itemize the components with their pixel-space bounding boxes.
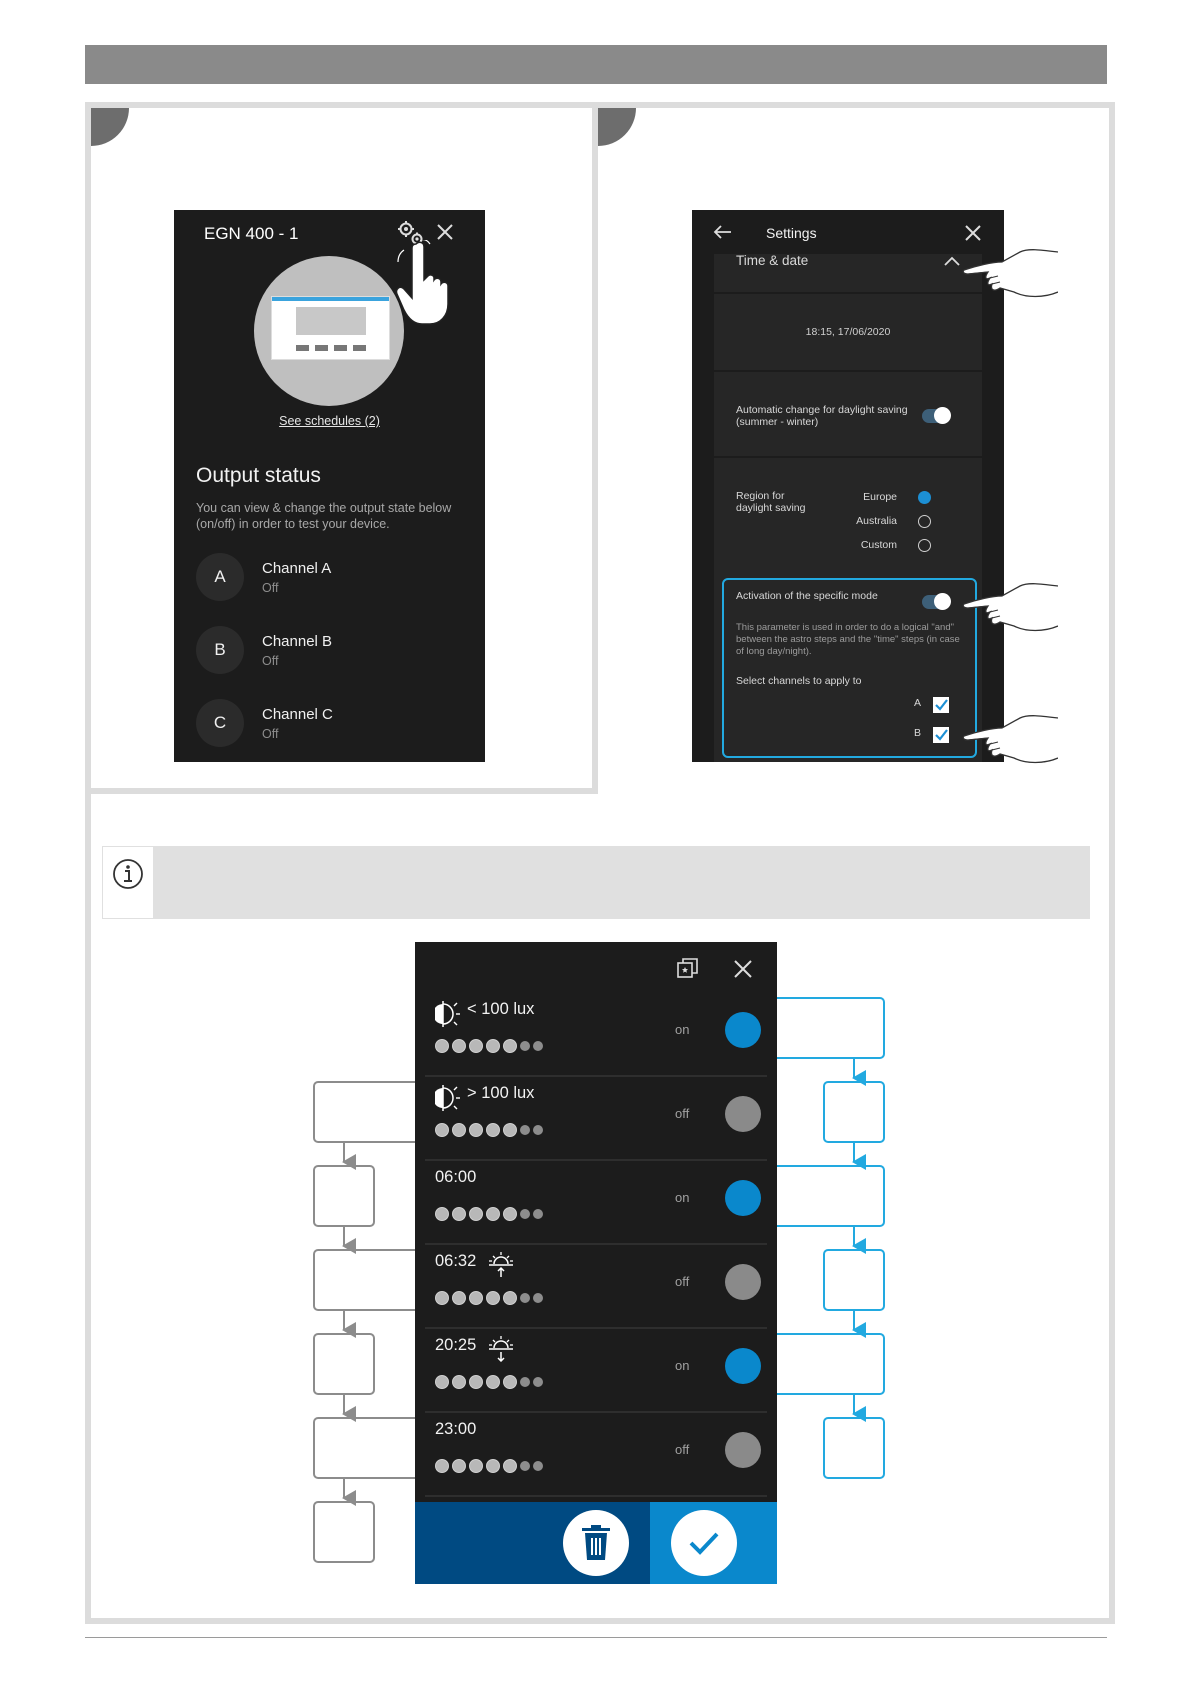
specific-mode-description: This parameter is used in order to do a logical "and" between the astro steps and the "time" steps (in case of long day/night). [736, 622, 960, 657]
delete-button[interactable] [563, 1510, 629, 1576]
weekday-dots [435, 1122, 543, 1138]
pointing-hand-icon [962, 248, 1058, 304]
region-australia-label: Australia [856, 515, 897, 527]
frame-divider [85, 788, 598, 794]
tap-hand-icon [394, 240, 458, 328]
step-state: on [675, 1022, 690, 1037]
check-icon [688, 1530, 720, 1556]
output-status-title: Output status [196, 464, 321, 487]
toggle-knob [934, 407, 951, 424]
step-label: < 100 lux [467, 1000, 535, 1018]
info-note-box [102, 846, 1090, 919]
schedule-step-row[interactable] [425, 1416, 767, 1476]
region-europe-label: Europe [863, 491, 897, 503]
channel-c-name[interactable]: Channel C [262, 706, 333, 723]
device-screen-settings [692, 210, 1004, 762]
device-illustration [254, 256, 404, 406]
step-state: off [675, 1274, 690, 1289]
schedule-step-row[interactable] [425, 1080, 767, 1140]
pointing-hand-icon [962, 714, 1058, 770]
trash-icon [582, 1525, 610, 1561]
weekday-dots [435, 1206, 543, 1222]
blue-flow-box [824, 1250, 884, 1310]
step-label: 23:00 [435, 1420, 477, 1438]
gray-flow-box [314, 1502, 374, 1562]
step-label: > 100 lux [467, 1084, 535, 1102]
see-schedules-link[interactable]: See schedules (2) [279, 414, 380, 428]
gray-flow-box [314, 1334, 374, 1394]
sunset-icon [487, 1334, 515, 1362]
toggle-knob [934, 593, 951, 610]
channel-b-state: Off [262, 654, 279, 668]
step-state: off [675, 1106, 690, 1121]
channel-a-state: Off [262, 581, 279, 595]
step-state: on [675, 1190, 690, 1205]
step-output-indicator[interactable] [725, 1348, 761, 1384]
lux-sensor-icon [435, 1084, 461, 1112]
channel-b-avatar[interactable]: B [196, 626, 244, 674]
settings-title: Settings [766, 225, 817, 241]
step-output-indicator[interactable] [725, 1432, 761, 1468]
schedule-step-row[interactable] [425, 1332, 767, 1392]
page-footer-rule [85, 1637, 1107, 1638]
daylight-saving-label: Automatic change for daylight saving (summer - winter) [736, 404, 908, 428]
schedule-step-row[interactable] [425, 1248, 767, 1308]
lux-sensor-icon [435, 1000, 461, 1028]
schedule-step-row[interactable] [425, 996, 767, 1056]
channel-c-state: Off [262, 727, 279, 741]
gray-flow-box [314, 1166, 374, 1226]
region-europe-radio[interactable] [918, 491, 931, 504]
device-screen-output-status [174, 210, 485, 762]
step-output-indicator[interactable] [725, 1096, 761, 1132]
step-output-indicator[interactable] [725, 1012, 761, 1048]
sunrise-icon [487, 1250, 515, 1278]
channel-c-avatar[interactable]: C [196, 699, 244, 747]
channel-a-checkbox[interactable] [932, 696, 950, 714]
action-footer [415, 1502, 777, 1584]
back-arrow-icon[interactable] [712, 224, 732, 240]
step-state: off [675, 1442, 690, 1457]
pointing-hand-icon [962, 582, 1058, 638]
channel-b-name[interactable]: Channel B [262, 633, 333, 650]
region-label: Region for daylight saving [736, 490, 806, 514]
weekday-dots [435, 1290, 543, 1306]
info-icon-container [102, 846, 154, 919]
step-label: 20:25 [435, 1336, 477, 1354]
step-label: 06:32 [435, 1252, 477, 1270]
close-icon[interactable] [964, 224, 982, 242]
device-title: EGN 400 - 1 [204, 224, 299, 243]
info-icon [112, 858, 144, 890]
blue-flow-box [824, 1082, 884, 1142]
schedule-step-row[interactable] [425, 1164, 767, 1224]
step-label: 06:00 [435, 1168, 477, 1186]
time-date-section-header[interactable]: Time & date [736, 253, 809, 268]
output-status-description: You can view & change the output state below (on/off) in order to test your device. [196, 501, 452, 531]
channel-b-checkbox[interactable] [932, 726, 950, 744]
header-bar [85, 45, 1107, 84]
duplicate-icon[interactable] [677, 958, 699, 980]
region-custom-label: Custom [860, 539, 897, 551]
weekday-dots [435, 1374, 543, 1390]
channel-a-avatar[interactable]: A [196, 553, 244, 601]
weekday-dots [435, 1038, 543, 1054]
step-output-indicator[interactable] [725, 1180, 761, 1216]
region-australia-radio[interactable] [918, 515, 931, 528]
frame-divider [592, 102, 598, 794]
step-output-indicator[interactable] [725, 1264, 761, 1300]
select-channels-label: Select channels to apply to [736, 675, 862, 687]
specific-mode-label: Activation of the specific mode [736, 590, 878, 602]
chevron-up-icon[interactable] [944, 256, 960, 266]
current-datetime[interactable]: 18:15, 17/06/2020 [805, 326, 891, 338]
region-custom-radio[interactable] [918, 539, 931, 552]
weekday-dots [435, 1458, 543, 1474]
close-icon[interactable] [733, 959, 753, 979]
channel-a-name[interactable]: Channel A [262, 560, 332, 577]
step-state: on [675, 1358, 690, 1373]
channel-b-label: B [914, 727, 922, 739]
close-icon[interactable] [436, 223, 454, 241]
blue-flow-box [824, 1418, 884, 1478]
confirm-button[interactable] [671, 1510, 737, 1576]
channel-a-label: A [914, 697, 922, 709]
